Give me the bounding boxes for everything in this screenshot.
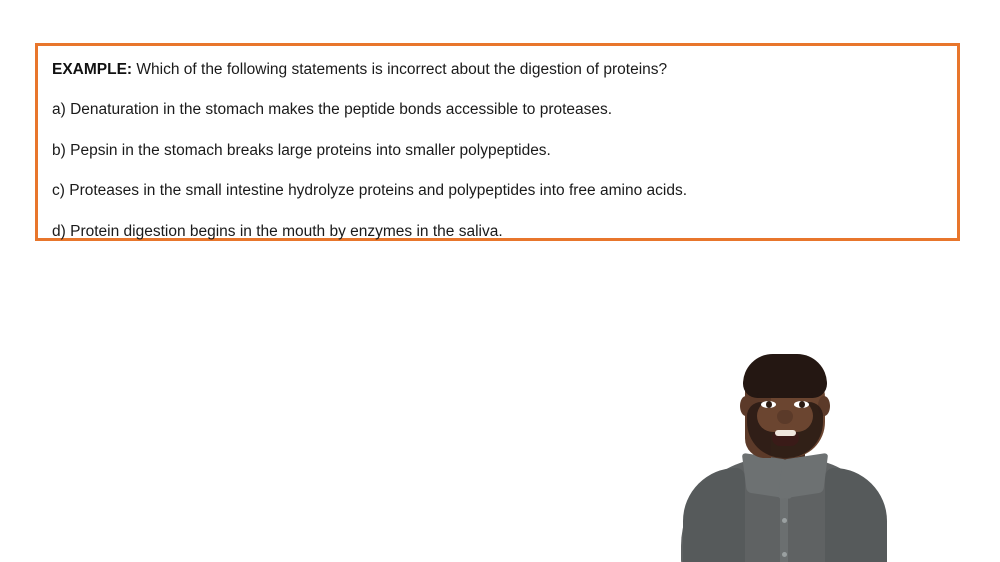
answer-choice-a-text: Denaturation in the stomach makes the peptide bonds accessible to proteases. xyxy=(70,101,613,119)
answer-choice-c-letter: c) xyxy=(52,182,65,200)
answer-choice-c[interactable] xyxy=(52,181,943,200)
answer-choice-d-text: Protein digestion begins in the mouth by enzymes in the saliva. xyxy=(70,222,503,240)
answer-choice-b[interactable] xyxy=(52,141,943,160)
answer-choice-d-letter: d) xyxy=(52,222,66,240)
presenter-eyebrow-left xyxy=(757,393,779,398)
presenter-eyebrow-right xyxy=(791,393,813,398)
presenter-figure xyxy=(673,340,895,562)
example-label: EXAMPLE: xyxy=(52,61,133,78)
answer-choice-a-letter: a) xyxy=(52,101,66,119)
presenter-shirt-button-top xyxy=(782,518,787,523)
question-prompt-text: Which of the following statements is incorrect about the digestion of proteins? xyxy=(136,61,668,78)
presenter-collar-right xyxy=(778,453,829,499)
presenter-shoulder-left xyxy=(683,468,745,562)
presenter-pupil-left xyxy=(766,401,772,408)
presenter-teeth xyxy=(775,430,796,436)
presenter-shirt-button-bottom xyxy=(782,552,787,557)
question-content xyxy=(38,46,957,241)
answer-choice-b-letter: b) xyxy=(52,141,66,159)
answer-choice-a[interactable] xyxy=(52,100,943,119)
presenter-hair xyxy=(743,354,827,398)
presenter-video xyxy=(673,340,895,562)
question-prompt xyxy=(52,60,943,79)
answer-choice-c-text: Proteases in the small intestine hydrolyze proteins and polypeptides into free amino acids. xyxy=(69,182,687,200)
presenter-shoulder-right xyxy=(825,468,887,562)
answer-choice-b-text: Pepsin in the stomach breaks large proteins into smaller polypeptides. xyxy=(70,141,551,159)
presenter-pupil-right xyxy=(799,401,805,408)
answer-choice-d[interactable] xyxy=(52,222,943,241)
example-question-box xyxy=(35,43,960,241)
